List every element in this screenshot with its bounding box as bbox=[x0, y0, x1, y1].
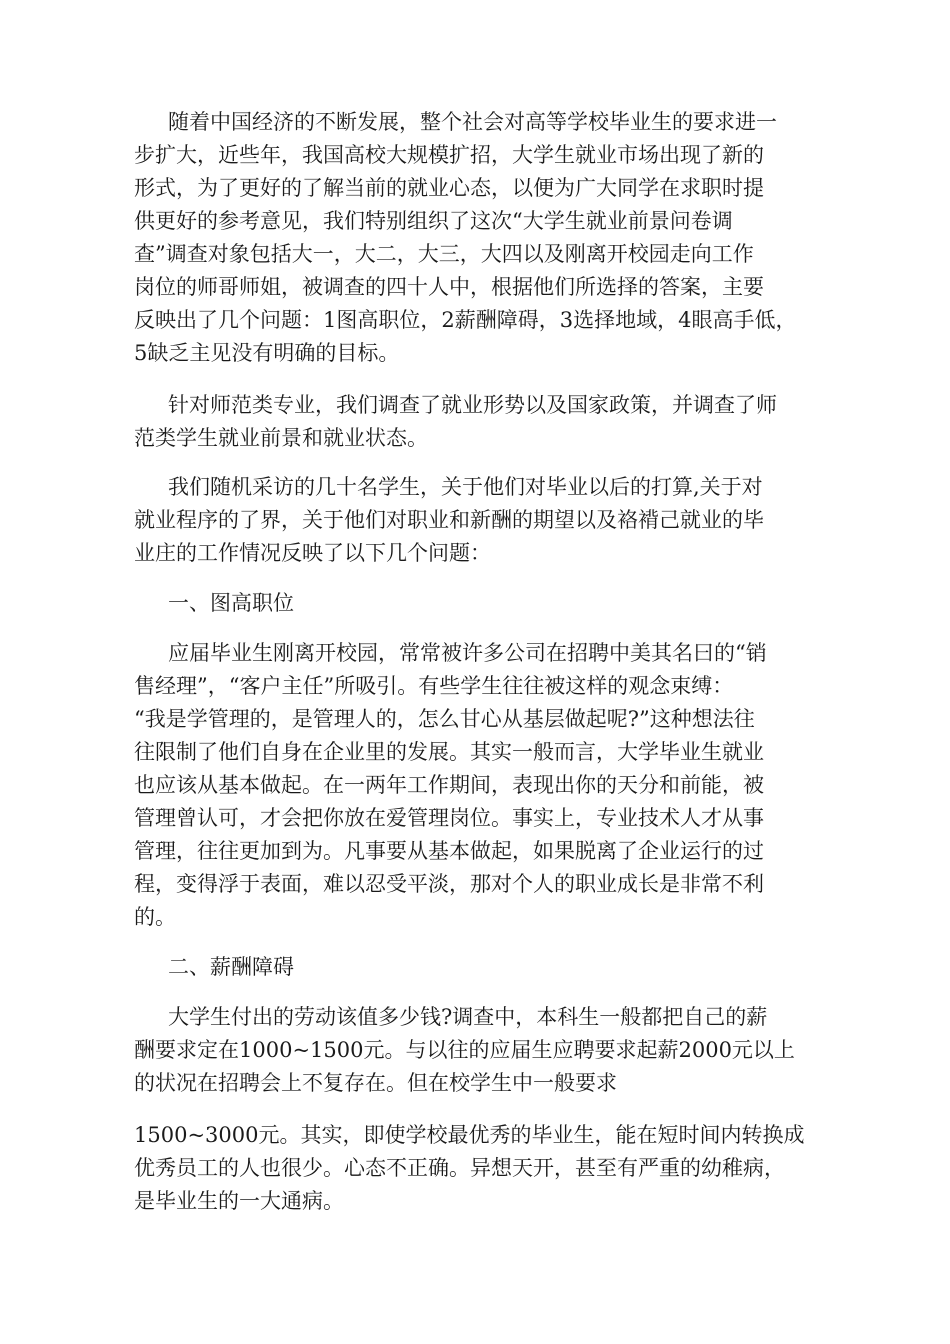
text-line: 我们随机采访的几十名学生，关于他们对毕业以后的打算,关于对 bbox=[168, 475, 763, 499]
text-line: 往限制了他们自身在企业里的发展。其实一般而言，大学毕业生就业 bbox=[134, 740, 764, 764]
text-line: 程，变得浮于表面，难以忍受平淡，那对个人的职业成长是非常不利 bbox=[134, 872, 764, 896]
text-line: 1500~3000元。其实，即使学校最优秀的毕业生，能在短时间内转换成 bbox=[134, 1123, 805, 1147]
text-line: 管理曾认可，才会把你放在爱管理岗位。事实上，专业技术人才从事 bbox=[134, 806, 764, 830]
text-line: “我是学管理的，是管理人的，怎么甘心从基层做起呢?”这种想法往 bbox=[134, 707, 755, 731]
text-line: 是毕业生的一大通病。 bbox=[134, 1189, 344, 1213]
text-line: 就业程序的了界，关于他们对职业和新酬的期望以及袼褙己就业的毕 bbox=[134, 508, 764, 532]
text-line: 也应该从基本做起。在一两年工作期间，表现出你的天分和前能，被 bbox=[134, 773, 764, 797]
text-line: 反映出了几个问题：1图高职位，2薪酬障碍，3选择地域，4眼高手低， bbox=[134, 308, 797, 332]
text-line: 售经理”，“客户主任”所吸引。有些学生往往被这样的观念束缚： bbox=[134, 674, 734, 698]
text-line: 的状况在招聘会上不复存在。但在校学生中一般要求 bbox=[134, 1071, 617, 1095]
text-line: 随着中国经济的不断发展，整个社会对高等学校毕业生的要求进一 bbox=[168, 110, 777, 134]
text-line: 查”调查对象包括大一，大二，大三，大四以及刚离开校园走向工作 bbox=[134, 242, 754, 266]
text-line: 大学生付出的劳动该值多少钱?调查中，本科生一般都把自己的薪 bbox=[168, 1005, 768, 1029]
text-line: 业庄的工作情况反映了以下几个问题： bbox=[134, 541, 491, 565]
section-heading-2: 二、薪酬障碍 bbox=[168, 955, 294, 979]
text-line: 针对师范类专业，我们调查了就业形势以及国家政策，并调查了师 bbox=[168, 393, 777, 417]
text-line: 范类学生就业前景和就业状态。 bbox=[134, 426, 428, 450]
text-line: 步扩大，近些年，我国高校大规模扩招，大学生就业市场出现了新的 bbox=[134, 143, 764, 167]
text-line: 形式，为了更好的了解当前的就业心态，以便为广大同学在求职时提 bbox=[134, 176, 764, 200]
text-line: 岗位的师哥师姐，被调查的四十人中，根据他们所选择的答案，主要 bbox=[134, 275, 764, 299]
text-line: 优秀员工的人也很少。心态不正确。异想天开，甚至有严重的幼稚病， bbox=[134, 1156, 785, 1180]
text-line: 应届毕业生刚离开校园，常常被许多公司在招聘中美其名曰的“销 bbox=[168, 641, 767, 665]
text-line: 的。 bbox=[134, 905, 176, 929]
section-heading-1: 一、图高职位 bbox=[168, 591, 294, 615]
text-line: 酬要求定在1000~1500元。与以往的应届生应聘要求起薪2000元以上 bbox=[134, 1038, 795, 1062]
text-line: 5缺乏主见没有明确的目标。 bbox=[134, 341, 400, 365]
text-line: 管理，往往更加到为。凡事要从基本做起，如果脱离了企业运行的过 bbox=[134, 839, 764, 863]
text-line: 供更好的参考意见，我们特别组织了这次“大学生就业前景问卷调 bbox=[134, 209, 733, 233]
